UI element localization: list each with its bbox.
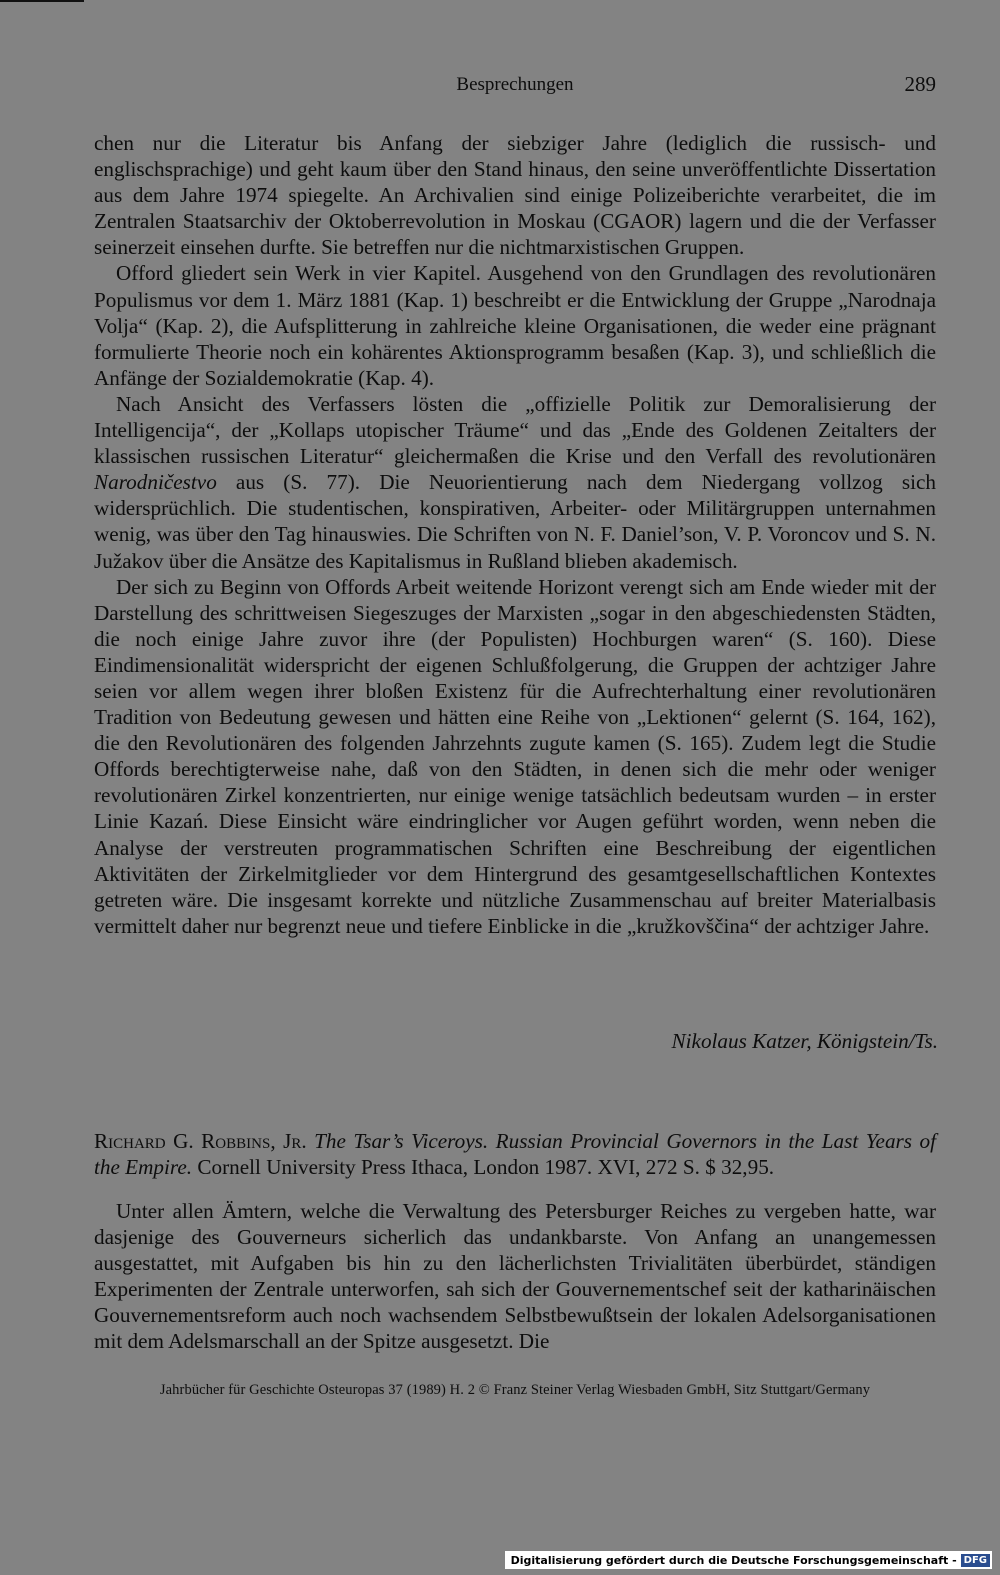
paragraph: Der sich zu Beginn von Offords Arbeit weitende Horizont verengt sich am Ende wieder mit der Darstellung des schrittweisen Siegeszuges der Marxisten „sogar in den abgeschiedensten Städten, die noch einige Jahre zuvor ihre (der Populisten) Hochburgen waren“ (S. 160). Diese Eindimensionalität widerspricht der eigenen Schlußfolgerung, die Gruppen der achtziger Jahre seien vor allem wegen ihrer bloßen Existenz für die Aufrechterhaltung einer revolutionären Tradition von Bedeutung gewesen und hätten eine Reihe von „Lektionen“ gelernt (S. 164, 162), die den Revolutionären des folgenden Jahrzehnts zugute kamen (S. 165). Zudem legt die Studie Offords berechtigterweise nahe, daß von den Städten, in denen sich die mehr oder weniger revolutionären Zirkel konzentrierten, nur einige wenige tatsächlich bedeutsam wurden – in erster Linie Kazań. Diese Einsicht wäre eindringlicher vor Augen geführt worden, wenn neben die Analyse der verstreuten programmatischen Schriften eine Beschreibung der eigentlichen Aktivitäten der Zirkelmitglieder vor dem Hintergrund des gesamtgesellschaftlichen Kontextes getreten wäre. Die insgesamt korrekte und nützliche Zusammenschau auf breiter Materialbasis vermittelt daher nur begrenzt neue und tiefere Einblicke in die „kružkovščina“ der achtziger Jahre. bbox=[94, 574, 936, 938]
page-number: 289 bbox=[904, 72, 936, 96]
reviewer-signature: Nikolaus Katzer, Königstein/Ts. bbox=[671, 1029, 938, 1053]
book-author: Richard G. Robbins, Jr. bbox=[94, 1129, 307, 1153]
book-publication: Cornell University Press Ithaca, London 1987. XVI, 272 S. $ 32,95. bbox=[197, 1155, 775, 1180]
journal-footer: Jahrbücher für Geschichte Osteuropas 37 (1989) H. 2 © Franz Steiner Verlag Wiesbaden GmbH, Sitz Stuttgart/Germany bbox=[159, 1382, 871, 1398]
running-header-title: Besprechungen bbox=[456, 74, 574, 95]
scan-edge-mark bbox=[0, 0, 84, 2]
italic-term: Narodničestvo bbox=[94, 470, 217, 495]
dfg-logo-icon: DFG bbox=[961, 1554, 990, 1567]
paragraph: Offord gliedert sein Werk in vier Kapitel. Ausgehend von den Grundlagen des revolutionären Populismus vor dem 1. März 1881 (Kap. 1) beschreibt er die Entwicklung der Gruppe „Narodnaja Volja“ (Kap. 2), die Aufsplitterung in zahlreiche kleine Organisationen, die weder eine prägnant formulierte Theorie noch ein kohärentes Aktionsprogramm besaßen (Kap. 3), und schließlich die Anfänge der Sozialdemokratie (Kap. 4). bbox=[94, 261, 936, 390]
paragraph: Nach Ansicht des Verfassers lösten die „offizielle Politik zur Demoralisierung der Intelligencija“, der „Kollaps utopischer Träume“ und das „Ende des Goldenen Zeitalters der klassischen russischen Literatur“ gleichermaßen die Krise und den Verfall des revolutionären Narodničestvo aus (S. 77). Die Neuorientierung nach dem Niedergang vollzog sich widersprüchlich. Die studentischen, konspirativen, Arbeiter- oder Militärgruppen unternahmen wenig, was über den Tag hinauswies. Die Schriften von N. F. Daniel’son, V. P. Voroncov und S. N. Južakov über die Ansätze des Kapitalismus in Rußland blieben akademisch. bbox=[94, 391, 936, 573]
dfg-notice-text: Digitalisierung gefördert durch die Deutsche Forschungsgemeinschaft - bbox=[510, 1553, 957, 1567]
review-body-robbins bbox=[94, 1198, 936, 1355]
bibliographic-entry bbox=[94, 1128, 936, 1180]
running-header bbox=[94, 74, 936, 104]
paragraph: chen nur die Literatur bis Anfang der siebziger Jahre (lediglich die russisch- und englischsprachige) und geht kaum über den Stand hinaus, den seine unveröffentlichte Dissertation aus dem Jahre 1974 spiegelte. An Archivalien sind einige Polizeiberichte verarbeitet, die im Zentralen Staatsarchiv der Oktoberrevolution in Moskau (CGAOR) lagern und die der Verfasser seinerzeit einsehen durfte. Sie betreffen nur die nichtmarxistischen Gruppen. bbox=[94, 131, 936, 260]
review-body-offord bbox=[94, 130, 936, 939]
dfg-notice bbox=[505, 1551, 992, 1569]
paragraph: Unter allen Ämtern, welche die Verwaltung des Petersburger Reiches zu vergeben hatte, war dasjenige des Gouverneurs sicherlich das undankbarste. Von Anfang an unangemessen ausgestattet, mit Aufgaben bis hin zu den lächerlichsten Trivialitäten überbürdet, ständigen Experimenten der Zentrale unterworfen, sah sich der Gouvernementschef seit der katharinäischen Gouvernementsreform auch noch wachsendem Selbstbewußtsein der lokalen Adelsorganisationen mit dem Adelsmarschall an der Spitze ausgesetzt. Die bbox=[94, 1199, 936, 1354]
book-title: The Tsar’s Viceroys. Russian Provincial Governors in the Last Years of the Empire. bbox=[94, 1129, 937, 1180]
